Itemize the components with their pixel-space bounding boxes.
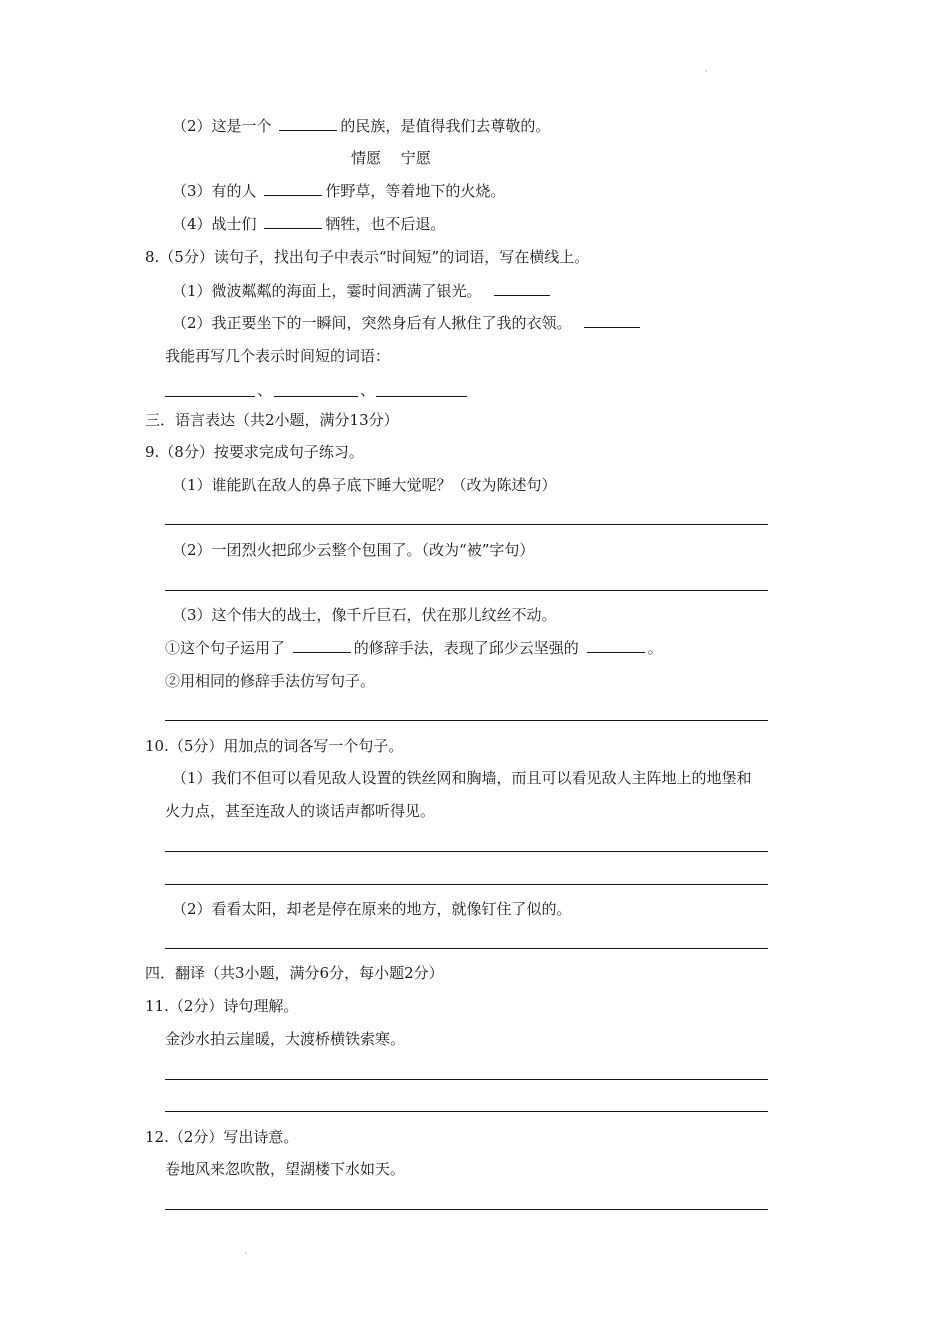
q10-item-1-line-1: （1）我们不但可以看见敌人设置的铁丝网和胸墙，而且可以看见敌人主阵地上的地堡和 — [172, 769, 752, 787]
answer-line[interactable] — [165, 948, 768, 949]
q12-title: 12.（2分）写出诗意。 — [145, 1128, 299, 1146]
answer-line[interactable] — [165, 590, 768, 591]
answer-line[interactable] — [165, 851, 768, 852]
q11-poem: 金沙水拍云崖暖，大渡桥横铁索寒。 — [165, 1030, 406, 1048]
answer-line[interactable] — [274, 396, 358, 397]
section-4-title: 四．翻译（共3小题，满分6分，每小题2分） — [145, 964, 444, 982]
section-3-title: 三．语言表达（共2小题，满分13分） — [145, 411, 399, 429]
scan-speck — [705, 70, 707, 72]
q8-item-1: （1）微波粼粼的海面上，霎时间洒满了银光。 — [172, 281, 553, 301]
answer-line[interactable] — [165, 1079, 768, 1080]
q8-title: 8.（5分）读句子，找出句子中表示“时间短”的词语，写在横线上。 — [145, 248, 590, 266]
answer-blank[interactable] — [584, 313, 640, 328]
separator: 、 — [360, 381, 376, 399]
q10-item-2: （2）看看太阳，却老是停在原来的地方，就像钉住了似的。 — [172, 900, 572, 918]
answer-line[interactable] — [165, 1209, 768, 1210]
q9-item-3: （3）这个伟大的战士，像千斤巨石，伏在那儿纹丝不动。 — [172, 606, 557, 624]
answer-blank[interactable] — [494, 281, 550, 296]
q9-item-1: （1）谁能趴在敌人的鼻子底下睡大觉呢？（改为陈述句） — [172, 476, 557, 494]
answer-blank[interactable] — [264, 181, 322, 196]
q9-title: 9.（8分）按要求完成句子练习。 — [145, 443, 364, 461]
q7-word-options: 情愿 宁愿 — [351, 149, 431, 167]
answer-blank[interactable] — [587, 638, 645, 653]
q7-item-3: （3）有的人 作野草，等着地下的火烧。 — [172, 182, 506, 200]
q11-title: 11.（2分）诗句理解。 — [145, 997, 299, 1015]
scan-speck — [245, 1252, 247, 1254]
answer-blank[interactable] — [279, 116, 337, 131]
q9-item-3-sub-1: ①这个句子运用了 的修辞手法，表现了邱少云坚强的 。 — [165, 639, 663, 657]
answer-line[interactable] — [165, 720, 768, 721]
q7-item-2: （2）这是一个 的民族，是值得我们去尊敬的。 — [172, 117, 551, 135]
answer-line[interactable] — [165, 884, 768, 885]
answer-line[interactable] — [165, 1111, 768, 1112]
answer-blank[interactable] — [264, 214, 322, 229]
q8-extra-prompt: 我能再写几个表示时间短的词语： — [165, 347, 391, 365]
q10-item-1-line-2: 火力点，甚至连敌人的谈话声都听得见。 — [165, 802, 436, 820]
q9-item-2: （2）一团烈火把邱少云整个包围了。（改为“被”字句） — [172, 541, 535, 559]
answer-line[interactable] — [165, 524, 768, 525]
answer-blank[interactable] — [293, 638, 351, 653]
q7-item-4: （4）战士们 牺牲，也不后退。 — [172, 215, 446, 233]
q8-item-2: （2）我正要坐下的一瞬间，突然身后有人揪住了我的衣领。 — [172, 313, 643, 333]
answer-line[interactable] — [376, 396, 467, 397]
q9-item-3-sub-2: ②用相同的修辞手法仿写句子。 — [165, 672, 376, 690]
q10-title: 10.（5分）用加点的词各写一个句子。 — [145, 737, 404, 755]
q12-poem: 卷地风来忽吹散，望湖楼下水如天。 — [165, 1160, 406, 1178]
separator: 、 — [257, 381, 273, 399]
answer-line[interactable] — [165, 396, 255, 397]
